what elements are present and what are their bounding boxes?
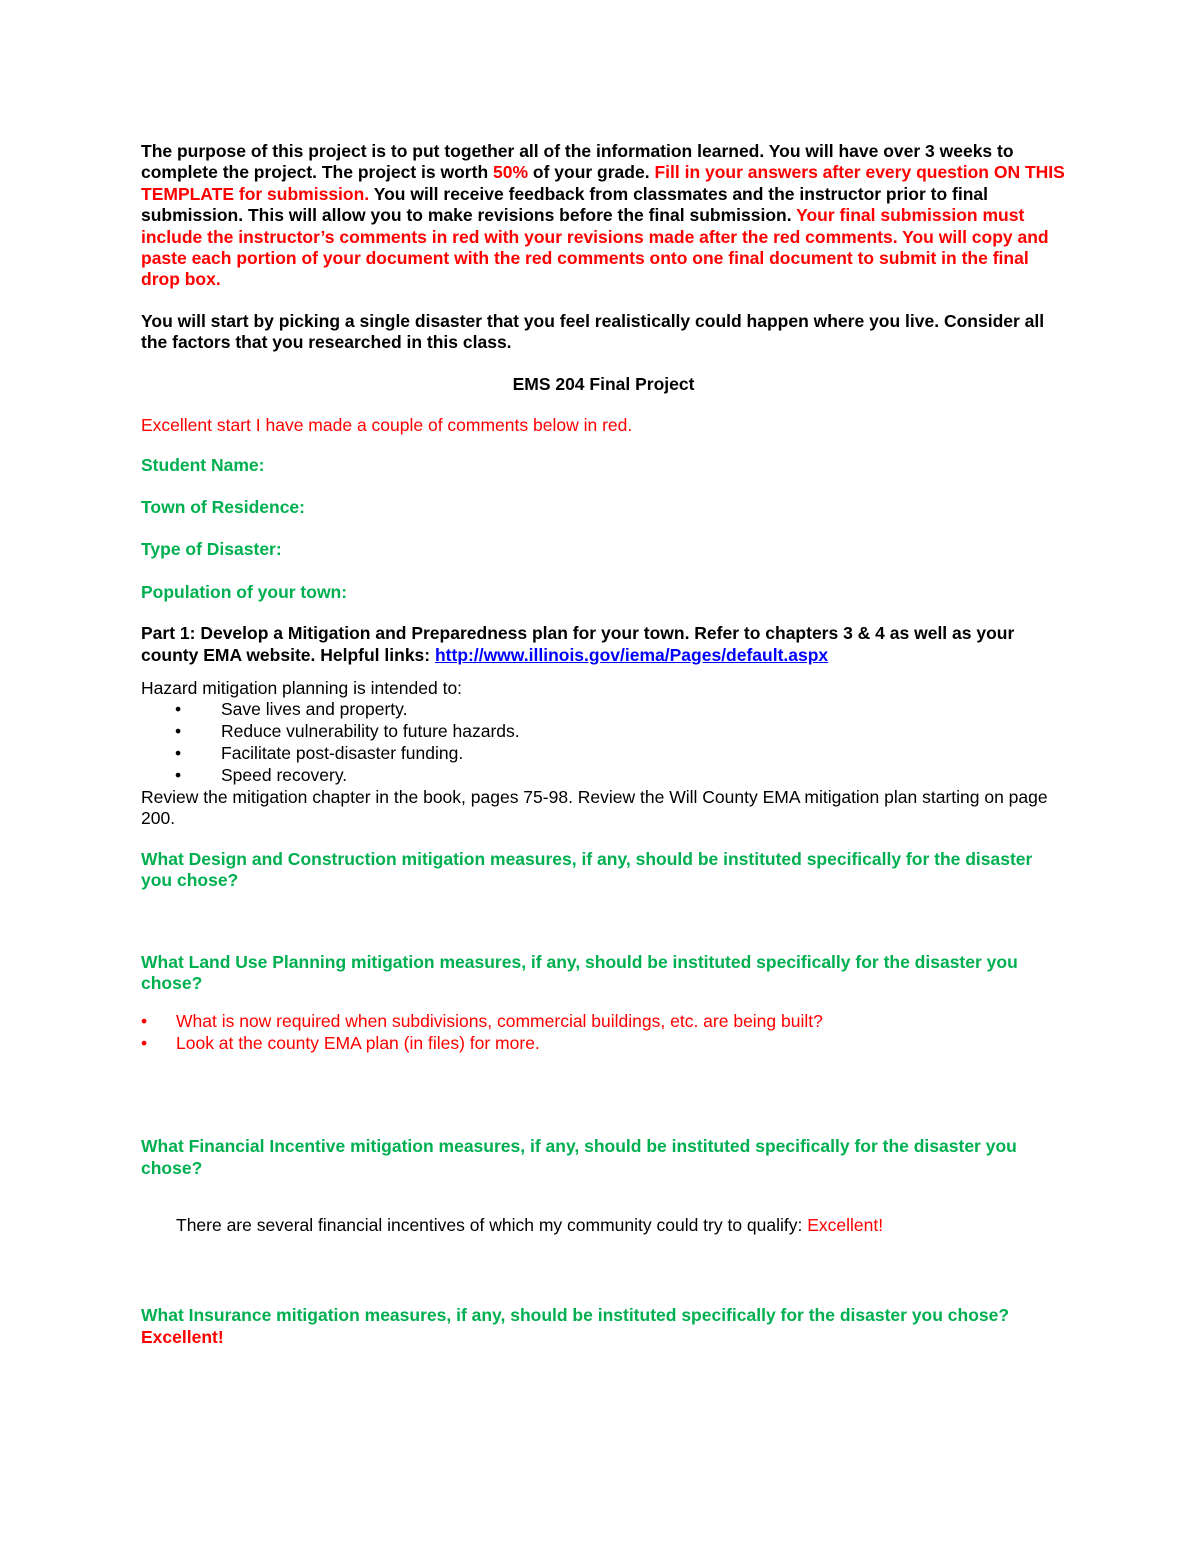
insurance-comment: Excellent! bbox=[141, 1326, 224, 1347]
bullet-icon: • bbox=[141, 1011, 148, 1032]
disaster-instruction: You will start by picking a single disaster that you feel realistically could happen where you live. Consider all the factors that you researched in this class. bbox=[141, 310, 1045, 353]
part1-heading bbox=[141, 623, 1066, 666]
bullet-icon: • bbox=[175, 699, 182, 720]
financial-answer bbox=[141, 1215, 1066, 1236]
land-use-comments bbox=[141, 1011, 1066, 1055]
document-title: EMS 204 Final Project bbox=[512, 373, 695, 394]
intro-text-3: You will receive feedback from classmates and the instructor prior to final submission. This will allow you to make revisions before the final submission. bbox=[141, 183, 989, 226]
question-design: What Design and Construction mitigation measures, if any, should be instituted specifically for the disaster you chose? bbox=[141, 848, 1033, 891]
fill-instruction: Fill in your answers after every question ON THIS TEMPLATE for submission. bbox=[141, 162, 1065, 204]
bullet-icon: • bbox=[175, 743, 182, 764]
question-land-use: What Land Use Planning mitigation measures, if any, should be instituted specifically for the disaster you chose? bbox=[141, 951, 1018, 993]
bullet-icon: • bbox=[175, 765, 182, 786]
financial-answer-text: There are several financial incentives of which my community could try to qualify: bbox=[176, 1215, 808, 1235]
question-insurance-text: What Insurance mitigation measures, if any, should be instituted specifically for the disaster you chose? bbox=[141, 1305, 1010, 1326]
question-financial: What Financial Incentive mitigation measures, if any, should be instituted specifically for the disaster you chose? bbox=[141, 1136, 1017, 1178]
population-label: Population of your town: bbox=[141, 581, 348, 602]
intro-text-1: The purpose of this project is to put together all of the information learned. You will have over 3 weeks to complete the project. The project is worth bbox=[141, 141, 1014, 183]
list-item: • Reduce vulnerability to future hazards. bbox=[175, 721, 520, 742]
bullet-icon: • bbox=[141, 1033, 148, 1054]
grade-percent: 50% bbox=[493, 162, 529, 183]
town-label: Town of Residence: bbox=[141, 496, 305, 517]
intro-text-2: of your grade. bbox=[528, 162, 655, 183]
instructor-comment-top: Excellent start I have made a couple of comments below in red. bbox=[141, 415, 633, 436]
list-item: • Save lives and property. bbox=[175, 699, 408, 720]
list-item: • Look at the county EMA plan (in files) for more. bbox=[141, 1033, 540, 1054]
final-submission-instruction: Your final submission must include the instructor’s comments in red with your revisions made after the red comments. You will copy and paste each portion of your document with the red comments onto one final document to submit in the final drop box. bbox=[141, 205, 1049, 290]
student-name-label: Student Name: bbox=[141, 455, 265, 476]
review-instruction: Review the mitigation chapter in the book, pages 75-98. Review the Will County EMA mitigation plan starting on page 200. bbox=[141, 786, 1048, 829]
part1-text: Part 1: Develop a Mitigation and Preparedness plan for your town. Refer to chapters 3 & 4 as well as your county EMA website. Helpful links: bbox=[141, 623, 1015, 665]
intro-paragraph bbox=[141, 141, 1066, 291]
hazard-intro: Hazard mitigation planning is intended to: bbox=[141, 677, 463, 698]
list-item: • Speed recovery. bbox=[175, 765, 348, 786]
question-insurance bbox=[141, 1305, 1066, 1348]
document-body bbox=[141, 141, 1066, 1348]
list-item: • What is now required when subdivisions, commercial buildings, etc. are being built? bbox=[141, 1011, 823, 1032]
iema-link[interactable]: http://www.illinois.gov/iema/Pages/default.aspx bbox=[434, 644, 829, 665]
list-item: • Facilitate post-disaster funding. bbox=[175, 743, 464, 764]
hazard-list bbox=[141, 699, 1066, 787]
disaster-type-label: Type of Disaster: bbox=[141, 539, 282, 560]
financial-comment: Excellent! bbox=[807, 1215, 884, 1235]
bullet-icon: • bbox=[175, 721, 182, 742]
